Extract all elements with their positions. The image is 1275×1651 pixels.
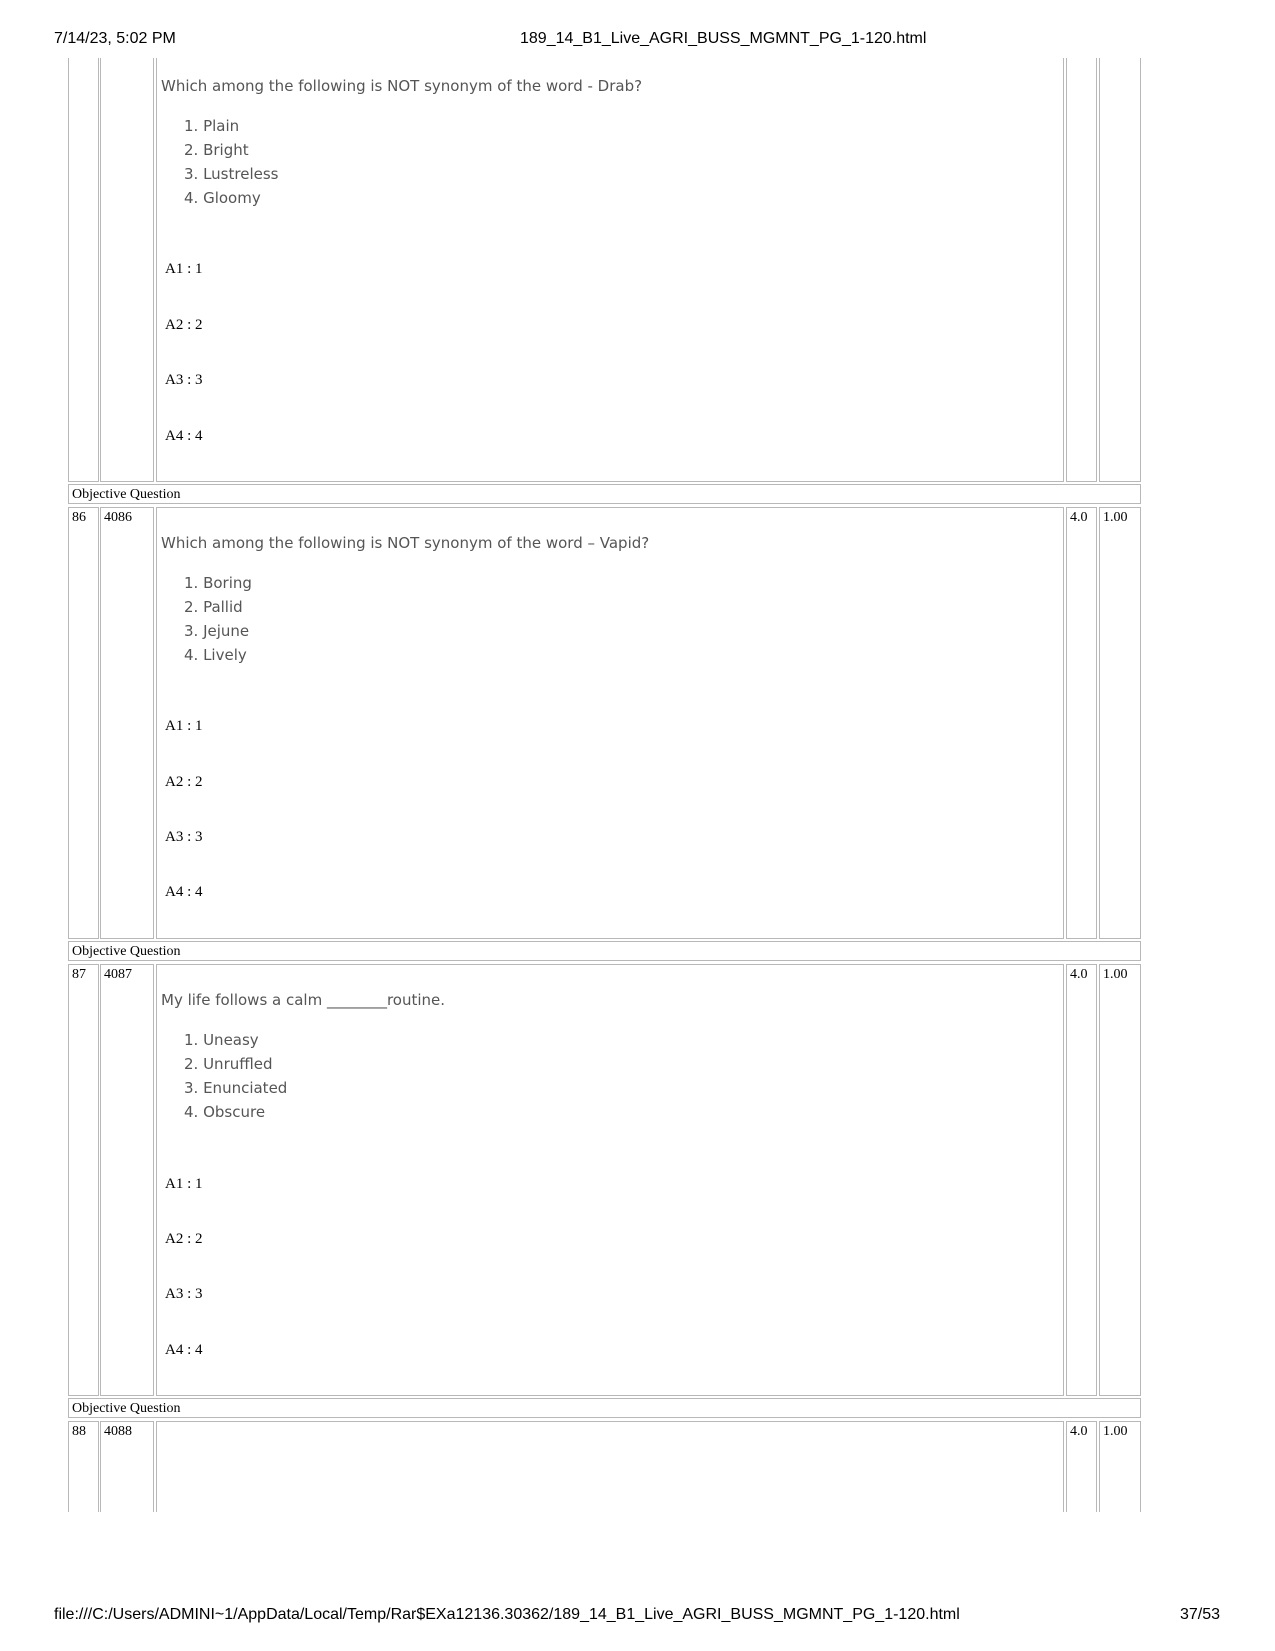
q87-question-text: My life follows a calm ________routine.: [161, 991, 446, 1009]
q85-marks-cell: [1066, 58, 1097, 482]
q86-body-cell: [156, 507, 1064, 939]
q86-answer-3: A3 : 3: [165, 829, 203, 845]
q87-answer-4: A4 : 4: [165, 1342, 203, 1358]
q85-option-1: 1. Plain: [184, 117, 240, 135]
section-label: Objective Question: [68, 1398, 1141, 1418]
q86-option-4: 4. Lively: [184, 646, 247, 664]
q86-answer-1: A1 : 1: [165, 718, 203, 734]
q85-neg-cell: [1099, 58, 1141, 482]
q87-id-cell: 4087: [100, 964, 154, 1396]
q85-num-cell: [68, 58, 99, 482]
q86-id-cell: 4086: [100, 507, 154, 939]
q85-body-cell: [156, 58, 1064, 482]
q87-option-2: 2. Unruffled: [184, 1055, 273, 1073]
q86-neg-cell: 1.00: [1099, 507, 1141, 939]
q87-option-4: 4. Obscure: [184, 1103, 266, 1121]
section-label: Objective Question: [68, 484, 1141, 504]
document-title: 189_14_B1_Live_AGRI_BUSS_MGMNT_PG_1-120.html: [520, 30, 927, 47]
q86-answer-4: A4 : 4: [165, 884, 203, 900]
q85-option-3: 3. Lustreless: [184, 165, 279, 183]
q87-answer-3: A3 : 3: [165, 1286, 203, 1302]
q85-option-2: 2. Bright: [184, 141, 249, 159]
q86-answer-2: A2 : 2: [165, 774, 203, 790]
print-datetime: 7/14/23, 5:02 PM: [54, 30, 176, 47]
q85-option-4: 4. Gloomy: [184, 189, 261, 207]
q86-question-text: Which among the following is NOT synonym of the word – Vapid?: [161, 534, 650, 552]
q87-answer-1: A1 : 1: [165, 1176, 203, 1192]
q88-neg-cell: 1.00: [1099, 1421, 1141, 1512]
q87-num-cell: 87: [68, 964, 99, 1396]
q86-option-2: 2. Pallid: [184, 598, 243, 616]
q88-marks-cell: 4.0: [1066, 1421, 1097, 1512]
q87-marks-cell: 4.0: [1066, 964, 1097, 1396]
q86-num-cell: 86: [68, 507, 99, 939]
q87-neg-cell: 1.00: [1099, 964, 1141, 1396]
q86-option-1: 1. Boring: [184, 574, 252, 592]
q87-option-1: 1. Uneasy: [184, 1031, 259, 1049]
q85-question-text: Which among the following is NOT synonym of the word - Drab?: [161, 77, 643, 95]
file-path: file:///C:/Users/ADMINI~1/AppData/Local/Temp/Rar$EXa12136.30362/189_14_B1_Live_AGRI_BUSS_MGMNT_PG_1-120.html: [54, 1606, 960, 1623]
q85-answer-1: A1 : 1: [165, 261, 203, 277]
q85-answer-4: A4 : 4: [165, 428, 203, 444]
page-number: 37/53: [1180, 1606, 1221, 1623]
section-label: Objective Question: [68, 941, 1141, 961]
q88-body-cell: [156, 1421, 1064, 1512]
q88-num-cell: 88: [68, 1421, 99, 1512]
q85-answer-3: A3 : 3: [165, 372, 203, 388]
q86-option-3: 3. Jejune: [184, 622, 250, 640]
q85-id-cell: [100, 58, 154, 482]
q88-id-cell: 4088: [100, 1421, 154, 1512]
q87-option-3: 3. Enunciated: [184, 1079, 288, 1097]
q87-answer-2: A2 : 2: [165, 1231, 203, 1247]
q87-body-cell: [156, 964, 1064, 1396]
q86-marks-cell: 4.0: [1066, 507, 1097, 939]
q85-answer-2: A2 : 2: [165, 317, 203, 333]
